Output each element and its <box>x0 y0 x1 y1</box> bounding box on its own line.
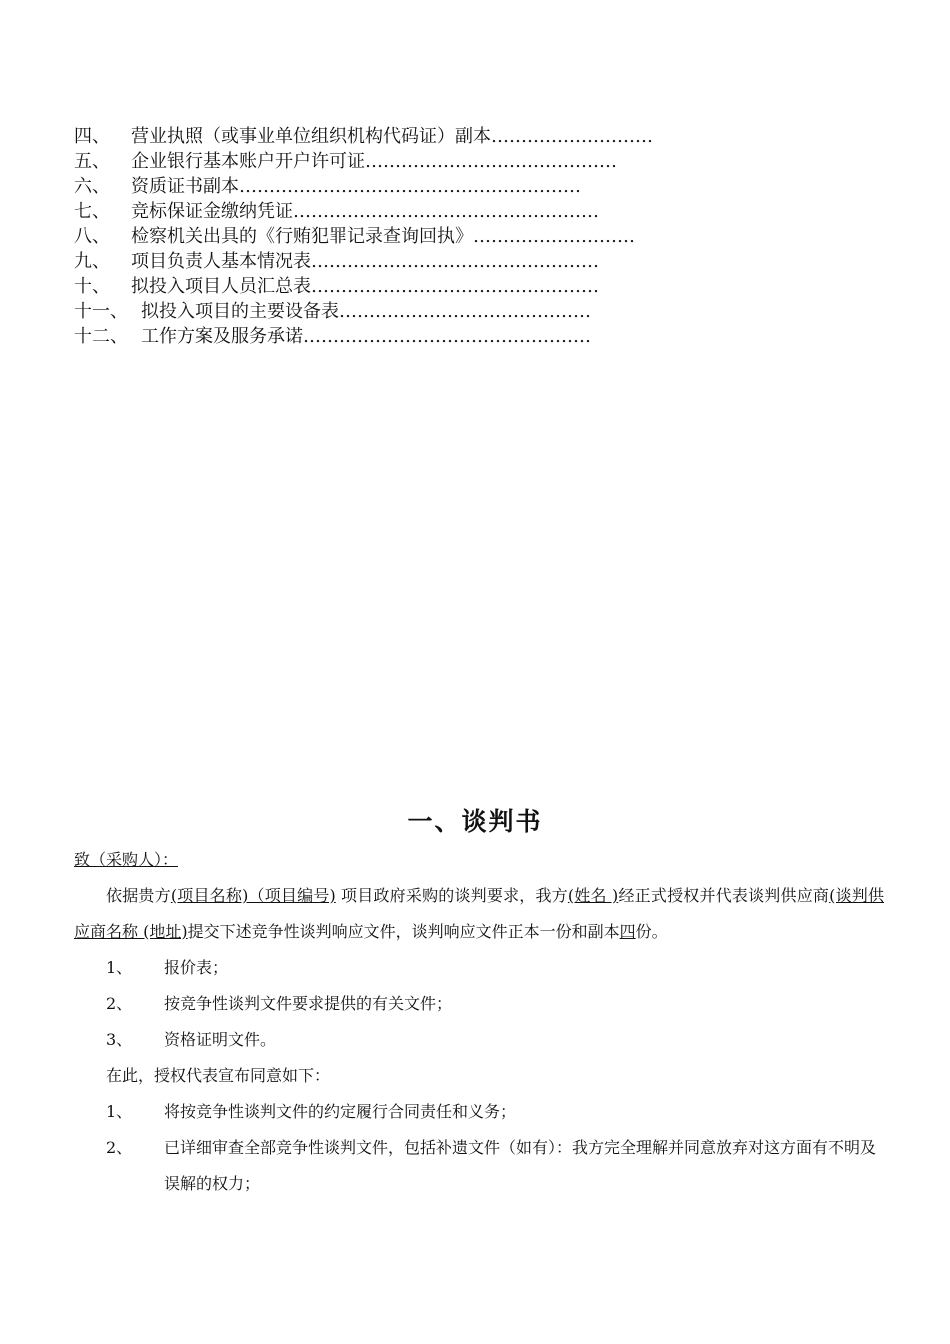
toc-entry <box>74 249 794 274</box>
item-number: 2、 <box>106 1138 133 1157</box>
toc-number: 十一、 <box>74 301 128 322</box>
toc-text: 竞标保证金缴纳凭证…………………………………………… <box>131 201 599 222</box>
item-number: 2、 <box>106 994 133 1013</box>
toc-text: 营业执照（或事业单位组织机构代码证）副本……………………… <box>131 126 653 147</box>
agreement-item <box>74 1130 884 1202</box>
negotiation-letter <box>74 848 884 1202</box>
toc-entry <box>74 124 794 149</box>
item-text: 报价表； <box>164 958 229 977</box>
item-number: 3、 <box>106 1030 133 1049</box>
toc-text: 检察机关出具的《行贿犯罪记录查询回执》……………………… <box>131 226 635 247</box>
statement: 在此，授权代表宣布同意如下： <box>106 1066 331 1085</box>
toc-number: 十二、 <box>74 326 128 347</box>
intro-paragraph <box>74 878 884 950</box>
toc-text: 工作方案及服务承诺………………………………………… <box>141 326 591 347</box>
para-text: 依据贵方 <box>106 886 171 905</box>
toc-number: 十、 <box>74 276 110 297</box>
toc-number: 八、 <box>74 226 110 247</box>
list-item <box>74 1022 884 1058</box>
item-number: 1、 <box>106 958 133 977</box>
para-text: 经正式授权并代表谈判供应商 <box>618 886 830 905</box>
toc-number: 九、 <box>74 251 110 272</box>
toc-entry <box>74 174 794 199</box>
para-text: 份。 <box>635 922 668 941</box>
toc-entry <box>74 274 794 299</box>
item-text: 资格证明文件。 <box>164 1030 277 1049</box>
toc-entry <box>74 299 794 324</box>
item-number: 1、 <box>106 1102 133 1121</box>
toc-entry <box>74 149 794 174</box>
toc-number: 五、 <box>74 151 110 172</box>
toc-number: 七、 <box>74 201 110 222</box>
list-item <box>74 986 884 1022</box>
item-text: 已详细审查全部竞争性谈判文件，包括补遗文件（如有）：我方完全理解并同意放弃对这方面有不明及误解的权力； <box>164 1138 877 1193</box>
list-item <box>74 950 884 986</box>
toc-text: 项目负责人基本情况表………………………………………… <box>131 251 599 272</box>
table-of-contents <box>74 124 794 349</box>
name-placeholder: (姓名 ) <box>567 886 619 905</box>
toc-text: 企业银行基本账户开户许可证…………………………………… <box>131 151 617 172</box>
para-text: 提交下述竞争性谈判响应文件，谈判响应文件正本一份和副本 <box>187 922 620 941</box>
item-text: 按竞争性谈判文件要求提供的有关文件； <box>164 994 453 1013</box>
project-placeholder: (项目名称)（项目编号) <box>170 886 336 905</box>
para-text: 项目政府采购的谈判要求，我方 <box>335 886 568 905</box>
toc-number: 四、 <box>74 126 110 147</box>
section-title: 一、谈判书 <box>407 807 543 836</box>
toc-entry <box>74 324 794 349</box>
toc-text: 资质证书副本………………………………………………… <box>131 176 581 197</box>
copies-count: 四 <box>619 922 636 941</box>
toc-text: 拟投入项目人员汇总表………………………………………… <box>131 276 599 297</box>
toc-entry <box>74 199 794 224</box>
toc-entry <box>74 224 794 249</box>
salutation: 致（采购人）： <box>74 850 179 869</box>
item-text: 将按竞争性谈判文件的约定履行合同责任和义务； <box>164 1102 517 1121</box>
agreement-item <box>74 1094 884 1130</box>
toc-number: 六、 <box>74 176 110 197</box>
toc-text: 拟投入项目的主要设备表…………………………………… <box>141 301 591 322</box>
supplier-placeholder: (谈判供应商名称 (地址) <box>74 886 884 941</box>
